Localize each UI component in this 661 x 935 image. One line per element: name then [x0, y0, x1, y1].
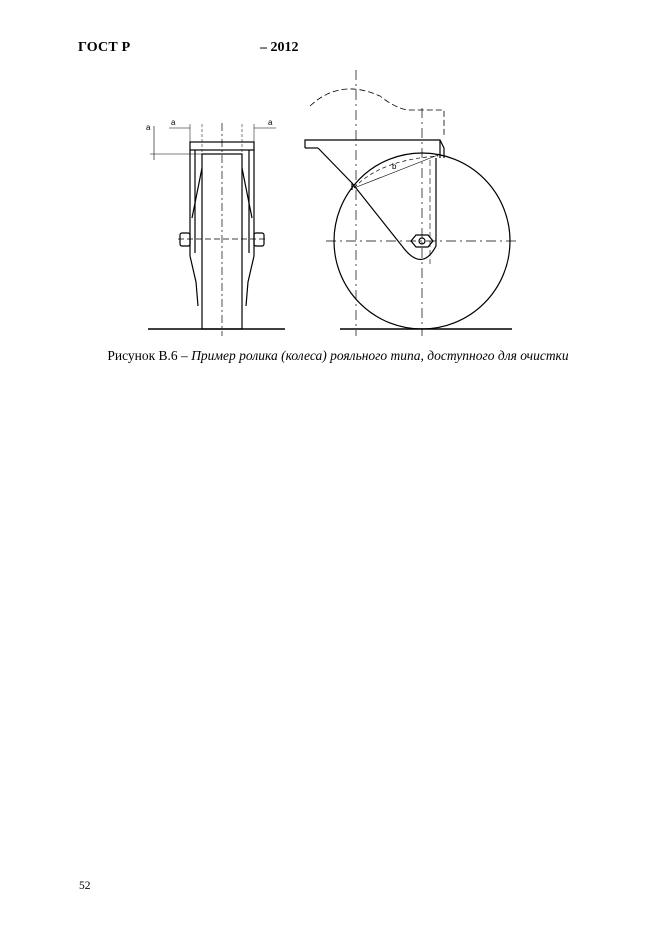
dimension-label-a-right: a [268, 118, 273, 127]
header-year: – 2012 [260, 40, 299, 55]
dimension-label-a-vertical: a [146, 123, 151, 132]
caption-label: Рисунок В.6 – [107, 348, 188, 363]
caption-title: Пример ролика (колеса) рояльного типа, доступного для очистки [191, 348, 569, 363]
caster-wheel-drawing [140, 68, 530, 336]
front-view [148, 123, 285, 336]
figure-caption [78, 347, 598, 365]
page-number: 52 [79, 880, 91, 892]
dimension-label-a-left: a [171, 118, 176, 127]
header-standard: ГОСТ Р [78, 40, 131, 55]
side-view [305, 70, 516, 336]
dimension-label-b: b [392, 162, 397, 171]
